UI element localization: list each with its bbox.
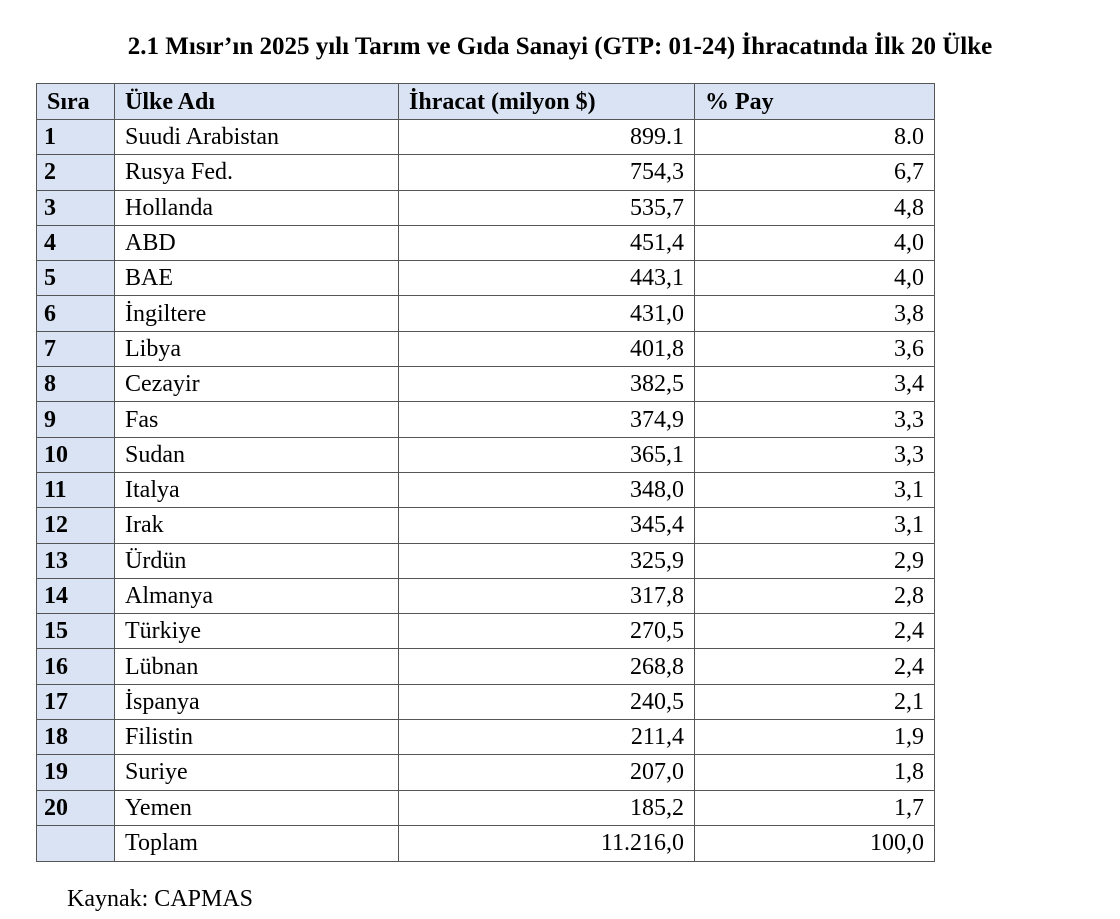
header-share: % Pay [695, 84, 935, 120]
export-cell: 535,7 [399, 190, 695, 225]
country-cell: Rusya Fed. [115, 155, 399, 190]
export-cell: 348,0 [399, 472, 695, 507]
table-row [37, 578, 935, 613]
export-cell: 374,9 [399, 402, 695, 437]
export-cell: 401,8 [399, 331, 695, 366]
share-cell: 3,8 [695, 296, 935, 331]
rank-cell: 3 [37, 190, 115, 225]
country-cell: ABD [115, 225, 399, 260]
rank-cell: 13 [37, 543, 115, 578]
share-cell: 8.0 [695, 120, 935, 155]
header-country: Ülke Adı [115, 84, 399, 120]
country-cell: Suriye [115, 755, 399, 790]
country-cell: Lübnan [115, 649, 399, 684]
export-cell: 317,8 [399, 578, 695, 613]
export-cell: 345,4 [399, 508, 695, 543]
rank-cell: 20 [37, 790, 115, 825]
rank-cell: 8 [37, 367, 115, 402]
share-cell: 3,3 [695, 402, 935, 437]
rank-cell: 7 [37, 331, 115, 366]
rank-cell: 17 [37, 684, 115, 719]
table-row [37, 437, 935, 472]
table-row [37, 472, 935, 507]
country-cell: Fas [115, 402, 399, 437]
export-cell: 382,5 [399, 367, 695, 402]
export-cell: 207,0 [399, 755, 695, 790]
table-row [37, 261, 935, 296]
table-row [37, 755, 935, 790]
export-cell: 365,1 [399, 437, 695, 472]
rank-cell: 15 [37, 614, 115, 649]
export-cell: 268,8 [399, 649, 695, 684]
rank-cell: 2 [37, 155, 115, 190]
rank-cell: 4 [37, 225, 115, 260]
rank-cell: 9 [37, 402, 115, 437]
country-cell: İngiltere [115, 296, 399, 331]
country-cell: Ürdün [115, 543, 399, 578]
table-row [37, 367, 935, 402]
table-row [37, 684, 935, 719]
share-cell: 2,4 [695, 614, 935, 649]
country-cell: Almanya [115, 578, 399, 613]
rank-cell: 12 [37, 508, 115, 543]
export-cell: 185,2 [399, 790, 695, 825]
share-cell: 4,0 [695, 261, 935, 296]
share-cell: 2,4 [695, 649, 935, 684]
total-label-cell: Toplam [115, 825, 399, 861]
rank-cell: 1 [37, 120, 115, 155]
export-cell: 443,1 [399, 261, 695, 296]
country-cell: Italya [115, 472, 399, 507]
source-note: Kaynak: CAPMAS [67, 886, 254, 912]
share-cell: 4,8 [695, 190, 935, 225]
header-export: İhracat (milyon $) [399, 84, 695, 120]
share-cell: 3,1 [695, 508, 935, 543]
share-cell: 1,9 [695, 720, 935, 755]
table-row [37, 155, 935, 190]
export-cell: 754,3 [399, 155, 695, 190]
country-cell: Filistin [115, 720, 399, 755]
total-export-cell: 11.216,0 [399, 825, 695, 861]
export-cell: 899.1 [399, 120, 695, 155]
export-cell: 431,0 [399, 296, 695, 331]
table-row [37, 120, 935, 155]
table-row [37, 508, 935, 543]
export-cell: 211,4 [399, 720, 695, 755]
table-row [37, 402, 935, 437]
table-row [37, 543, 935, 578]
rank-cell: 14 [37, 578, 115, 613]
header-rank: Sıra [37, 84, 115, 120]
country-cell: Yemen [115, 790, 399, 825]
table-row [37, 614, 935, 649]
export-cell: 240,5 [399, 684, 695, 719]
rank-cell: 18 [37, 720, 115, 755]
rank-cell: 19 [37, 755, 115, 790]
table-row [37, 296, 935, 331]
share-cell: 1,7 [695, 790, 935, 825]
table-row [37, 190, 935, 225]
total-share-cell: 100,0 [695, 825, 935, 861]
share-cell: 1,8 [695, 755, 935, 790]
total-row [37, 825, 935, 861]
share-cell: 2,8 [695, 578, 935, 613]
country-cell: İspanya [115, 684, 399, 719]
table-row [37, 331, 935, 366]
table-row [37, 790, 935, 825]
country-cell: Hollanda [115, 190, 399, 225]
share-cell: 3,1 [695, 472, 935, 507]
country-cell: Cezayir [115, 367, 399, 402]
rank-cell: 16 [37, 649, 115, 684]
country-cell: Libya [115, 331, 399, 366]
share-cell: 3,3 [695, 437, 935, 472]
export-table [36, 83, 935, 862]
rank-cell: 11 [37, 472, 115, 507]
share-cell: 4,0 [695, 225, 935, 260]
share-cell: 6,7 [695, 155, 935, 190]
total-rank-cell [37, 825, 115, 861]
country-cell: BAE [115, 261, 399, 296]
share-cell: 2,1 [695, 684, 935, 719]
country-cell: Sudan [115, 437, 399, 472]
export-cell: 270,5 [399, 614, 695, 649]
table-header-row [37, 84, 935, 120]
share-cell: 3,6 [695, 331, 935, 366]
country-cell: Türkiye [115, 614, 399, 649]
table-row [37, 720, 935, 755]
share-cell: 2,9 [695, 543, 935, 578]
rank-cell: 10 [37, 437, 115, 472]
rank-cell: 5 [37, 261, 115, 296]
export-cell: 451,4 [399, 225, 695, 260]
country-cell: Irak [115, 508, 399, 543]
table-row [37, 225, 935, 260]
rank-cell: 6 [37, 296, 115, 331]
table-row [37, 649, 935, 684]
page-title: 2.1 Mısır’ın 2025 yılı Tarım ve Gıda Sanayi (GTP: 01-24) İhracatında İlk 20 Ülke [127, 33, 993, 60]
export-cell: 325,9 [399, 543, 695, 578]
country-cell: Suudi Arabistan [115, 120, 399, 155]
share-cell: 3,4 [695, 367, 935, 402]
